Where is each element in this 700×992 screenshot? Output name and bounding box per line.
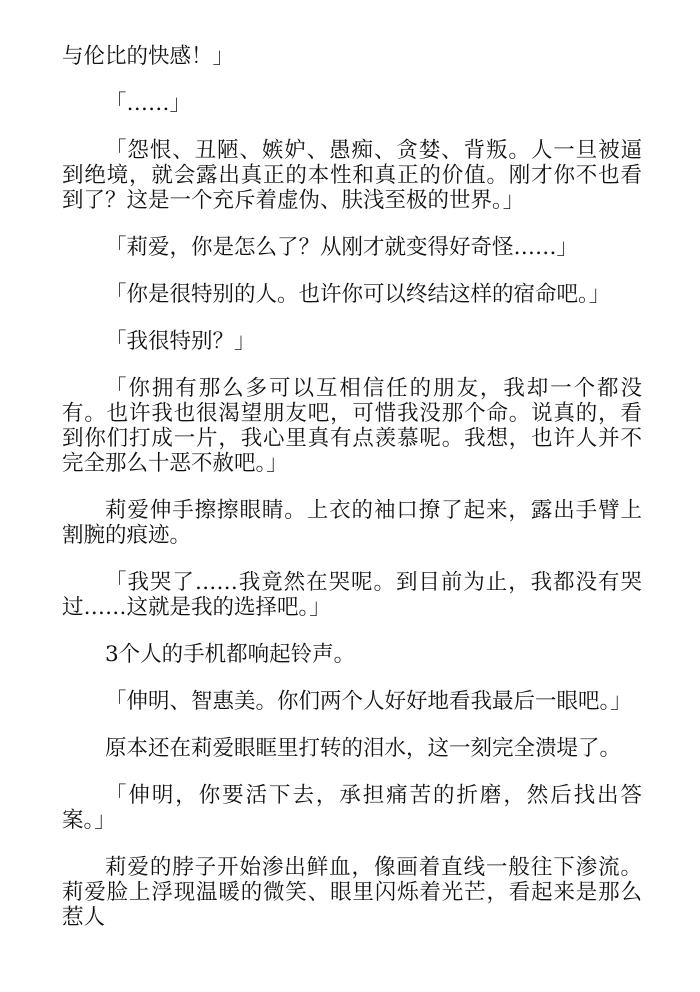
paragraph: 「我很特别？」	[105, 329, 256, 354]
paragraph: 「莉爱，你是怎么了？从刚才就变得好奇怪……」	[105, 235, 579, 260]
paragraph: 与伦比的快感！」	[62, 44, 235, 69]
paragraph: 「伸明、智惠美。你们两个人好好地看我最后一眼吧。」	[105, 689, 632, 714]
paragraph: 「怨恨、丑陋、嫉妒、愚痴、贪婪、背叛。人一旦被逼到绝境，就会露出真正的本性和真正的价值。刚才你不也看到了？这是一个充斥着虚伪、肤浅至极的世界。」	[62, 138, 642, 213]
paragraph: 「你是很特别的人。也许你可以终结这样的宿命吧。」	[105, 282, 611, 307]
paragraph: 莉爱的脖子开始渗出鲜血，像画着直线一般往下渗流。莉爱脸上浮现温暖的微笑、眼里闪烁着光芒，看起来是那么惹人	[62, 855, 642, 930]
paragraph: 莉爱伸手擦擦眼睛。上衣的袖口撩了起来，露出手臂上割腕的痕迹。	[62, 498, 642, 548]
paragraph: 「你拥有那么多可以互相信任的朋友，我却一个都没有。也许我也很渴望朋友吧，可惜我没那个命。说真的，看到你们打成一片，我心里真有点羡慕呢。我想，也许人并不完全那么十恶不赦吧。」	[62, 376, 642, 476]
paragraph: 3个人的手机都响起铃声。	[105, 642, 356, 667]
body-text	[62, 44, 642, 952]
paragraph: 「……」	[105, 91, 192, 116]
paragraph: 「伸明，你要活下去，承担痛苦的折磨，然后找出答案。」	[62, 783, 642, 833]
paragraph: 「我哭了……我竟然在哭呢。到目前为止，我都没有哭过……这就是我的选择吧。」	[62, 570, 642, 620]
paragraph: 原本还在莉爱眼眶里打转的泪水，这一刻完全溃堤了。	[105, 736, 622, 761]
